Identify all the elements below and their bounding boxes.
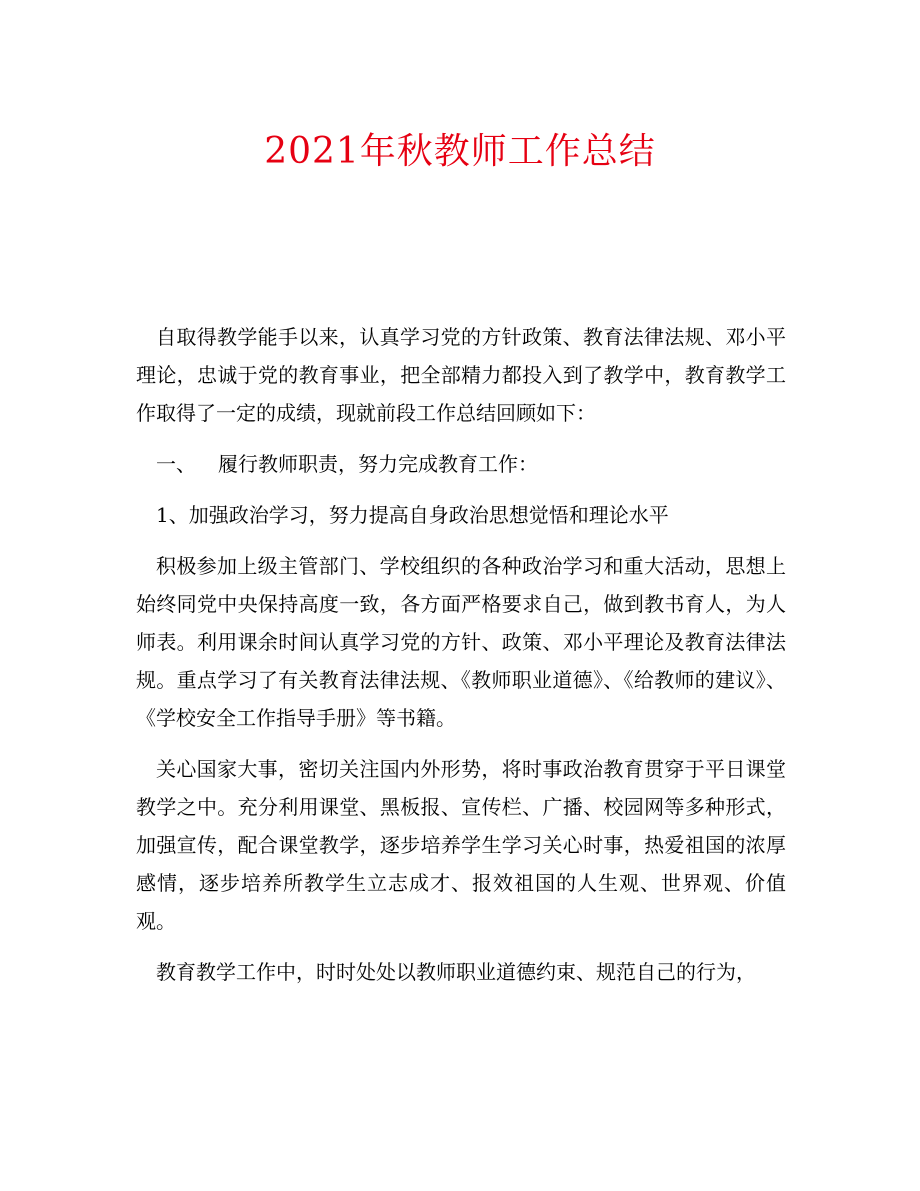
section-title: 履行教师职责，努力完成教育工作： <box>218 452 538 476</box>
body-paragraph: 积极参加上级主管部门、学校组织的各种政治学习和重大活动，思想上始终同党中央保持高度一致，各方面严格要求自己，做到教书育人，为人师表。利用课余时间认真学习党的方针、政策、邓小平理论及教育法律法规。重点学习了有关教育法律法规、《教师职业道德》、《给教师的建议》、《学校安全工作指导手册》等书籍。 <box>136 554 786 730</box>
section-number: 一、 <box>156 452 196 476</box>
subsection-heading: 1、加强政治学习，努力提高自身政治思想觉悟和理论水平 <box>156 503 669 527</box>
document-title: 2021年秋教师工作总结 <box>264 131 656 172</box>
section-heading <box>136 445 786 483</box>
body-paragraph: 教育教学工作中，时时处处以教师职业道德约束、规范自己的行为， <box>156 960 756 984</box>
document-body <box>136 318 786 1004</box>
body-paragraph: 关心国家大事，密切关注国内外形势，将时事政治教育贯穿于平日课堂教学之中。充分利用课堂、黑板报、宣传栏、广播、校园网等多种形式，加强宣传，配合课堂教学，逐步培养学生学习关心时事，热爱祖国的浓厚感情，逐步培养所教学生立志成才、报效祖国的人生观、世界观、价值观。 <box>136 757 786 933</box>
intro-paragraph: 自取得教学能手以来，认真学习党的方针政策、教育法律法规、邓小平理论，忠诚于党的教育事业，把全部精力都投入到了教学中，教育教学工作取得了一定的成绩，现就前段工作总结回顾如下： <box>136 325 786 425</box>
